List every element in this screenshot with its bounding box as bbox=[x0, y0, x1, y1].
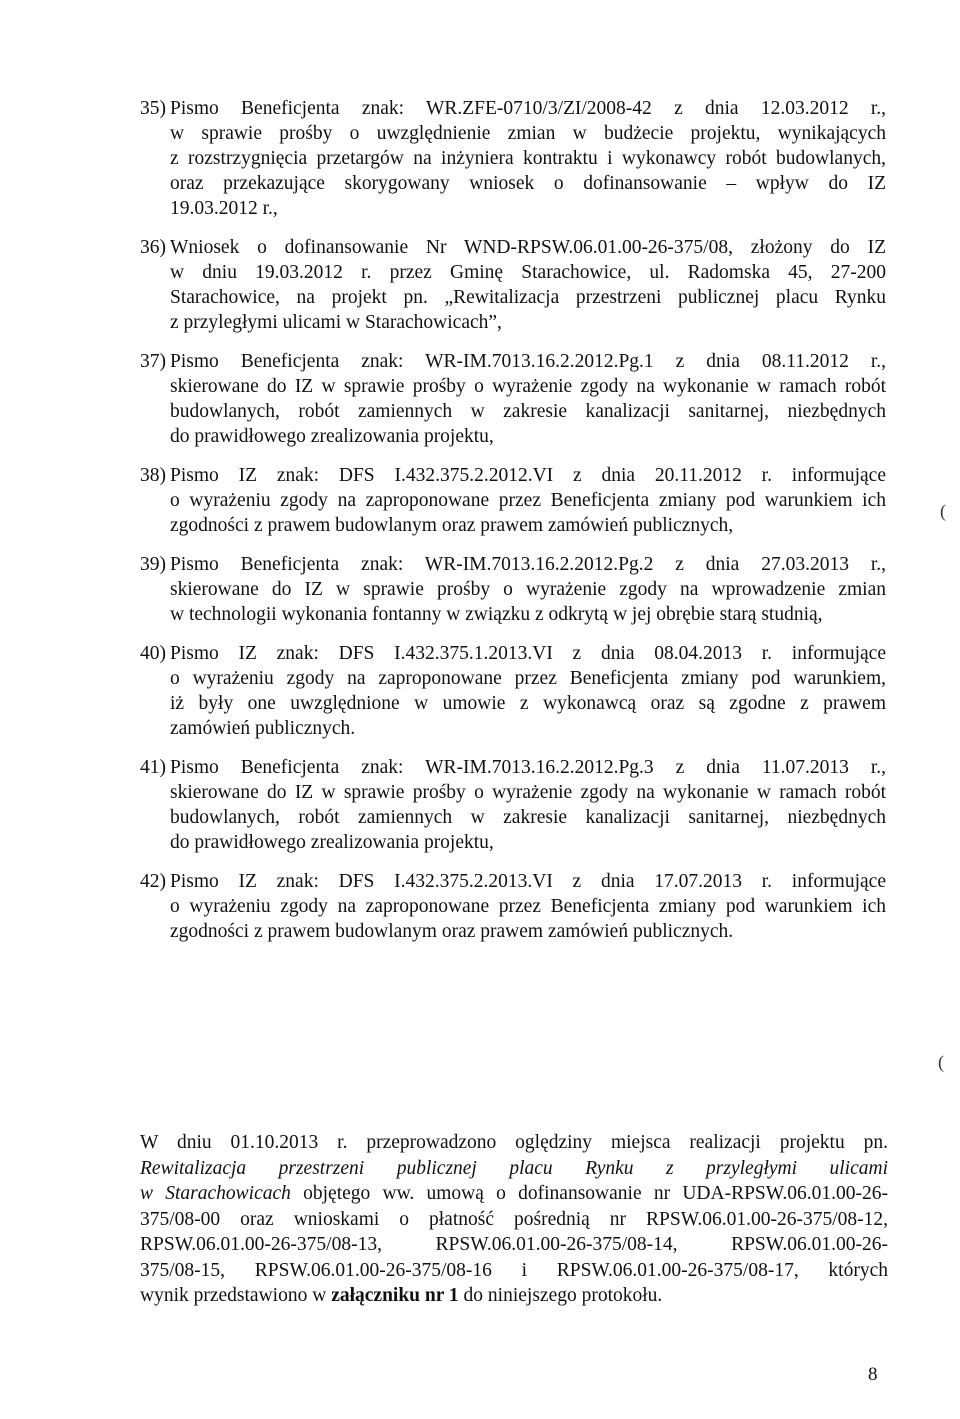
summary-line-4: 375/08-00 oraz wnioskami o płatność pośrednią nr RPSW.06.01.00-26-375/08-12, bbox=[140, 1208, 888, 1230]
summary-line-1: W dniu 01.10.2013 r. przeprowadzono oględziny miejsca realizacji projektu pn. bbox=[140, 1132, 888, 1153]
summary-line-2: Rewitalizacja przestrzeni publicznej placu Rynku z przyległymi ulicami bbox=[140, 1157, 888, 1179]
list-item-line: do prawidłowego zrealizowania projektu, bbox=[170, 426, 494, 447]
list-item-line: oraz przekazujące skorygowany wniosek o dofinansowanie – wpływ do IZ bbox=[170, 173, 886, 194]
list-item-line: o wyrażeniu zgody na zaproponowane przez Beneficjenta zmiany pod warunkiem ich bbox=[170, 896, 886, 917]
summary-line-5: RPSW.06.01.00-26-375/08-13, RPSW.06.01.00-26-375/08-14, RPSW.06.01.00-26- bbox=[140, 1234, 888, 1255]
list-item-line: Pismo Beneficjenta znak: WR-IM.7013.16.2.2012.Pg.2 z dnia 27.03.2013 r., bbox=[170, 554, 886, 575]
list-item-number: 38) bbox=[140, 465, 166, 486]
list-item-line: Pismo IZ znak: DFS I.432.375.2.2013.VI z dnia 17.07.2013 r. informujące bbox=[170, 871, 886, 892]
list-item-line: Pismo Beneficjenta znak: WR-IM.7013.16.2.2012.Pg.3 z dnia 11.07.2013 r., bbox=[170, 757, 886, 778]
margin-mark-2: ( bbox=[938, 1052, 944, 1072]
list-item-line: zgodności z prawem budowlanym oraz prawem zamówień publicznych. bbox=[170, 921, 734, 942]
margin-mark-1: ( bbox=[940, 501, 946, 521]
list-item-line: Pismo IZ znak: DFS I.432.375.2.2012.VI z dnia 20.11.2012 r. informujące bbox=[170, 465, 886, 486]
list-item bbox=[140, 755, 886, 855]
summary-line-3-rest: objętego ww. umową o dofinansowanie nr UDA-RPSW.06.01.00-26- bbox=[290, 1183, 888, 1204]
list-item-line: budowlanych, robót zamiennych w zakresie kanalizacji sanitarnej, niezbędnych bbox=[170, 807, 886, 828]
attachment-reference: załączniku nr 1 bbox=[331, 1285, 459, 1306]
summary-line-3 bbox=[140, 1181, 888, 1207]
list-item-line: skierowane do IZ w sprawie prośby o wyrażenie zgody na wykonanie w ramach robót bbox=[170, 782, 886, 803]
list-item-line: budowlanych, robót zamiennych w zakresie kanalizacji sanitarnej, niezbędnych bbox=[170, 401, 886, 422]
list-item bbox=[140, 869, 886, 944]
document-list bbox=[140, 96, 886, 958]
inspection-summary-paragraph bbox=[140, 1130, 888, 1309]
summary-line-6: 375/08-15, RPSW.06.01.00-26-375/08-16 i RPSW.06.01.00-26-375/08-17, których bbox=[140, 1259, 888, 1281]
list-item-line: Wniosek o dofinansowanie Nr WND-RPSW.06.01.00-26-375/08, złożony do IZ bbox=[170, 237, 886, 258]
list-item-line: 19.03.2012 r., bbox=[170, 198, 278, 219]
list-item-line: w dniu 19.03.2012 r. przez Gminę Starachowice, ul. Radomska 45, 27-200 bbox=[170, 262, 886, 283]
list-item-number: 40) bbox=[140, 643, 166, 664]
summary-line-7-end: do niniejszego protokołu. bbox=[458, 1285, 663, 1306]
list-item-line: w technologii wykonania fontanny w związku z odkrytą w jej obrębie starą studnią, bbox=[170, 604, 823, 625]
list-item bbox=[140, 96, 886, 221]
list-item-line: do prawidłowego zrealizowania projektu, bbox=[170, 832, 494, 853]
summary-line-3-italic: w Starachowicach bbox=[140, 1183, 291, 1204]
list-item bbox=[140, 552, 886, 627]
list-item-line: Pismo Beneficjenta znak: WR.ZFE-0710/3/ZI/2008-42 z dnia 12.03.2012 r., bbox=[170, 98, 886, 119]
list-item-number: 36) bbox=[140, 237, 166, 258]
list-item bbox=[140, 235, 886, 335]
list-item-line: skierowane do IZ w sprawie prośby o wyrażenie zgody na wprowadzenie zmian bbox=[170, 579, 886, 600]
list-item-line: Pismo Beneficjenta znak: WR-IM.7013.16.2.2012.Pg.1 z dnia 08.11.2012 r., bbox=[170, 351, 886, 372]
list-item-line: Pismo IZ znak: DFS I.432.375.1.2013.VI z dnia 08.04.2013 r. informujące bbox=[170, 643, 886, 664]
list-item bbox=[140, 641, 886, 741]
summary-line-7 bbox=[140, 1283, 888, 1309]
list-item-line: z rozstrzygnięcia przetargów na inżyniera kontraktu i wykonawcy robót budowlanych, bbox=[170, 148, 886, 169]
list-item-number: 35) bbox=[140, 98, 166, 119]
list-item-line: w sprawie prośby o uwzględnienie zmian w budżecie projektu, wynikających bbox=[170, 123, 886, 144]
list-item-number: 42) bbox=[140, 871, 166, 892]
list-item-number: 41) bbox=[140, 757, 166, 778]
page-number: 8 bbox=[868, 1364, 878, 1385]
list-item-line: skierowane do IZ w sprawie prośby o wyrażenie zgody na wykonanie w ramach robót bbox=[170, 376, 886, 397]
list-item-line: o wyrażeniu zgody na zaproponowane przez Beneficjenta zmiany pod warunkiem ich bbox=[170, 490, 886, 511]
list-item-line: iż były one uwzględnione w umowie z wykonawcą oraz są zgodne z prawem bbox=[170, 693, 886, 714]
list-item bbox=[140, 463, 886, 538]
list-item bbox=[140, 349, 886, 449]
list-item-line: o wyrażeniu zgody na zaproponowane przez Beneficjenta zmiany pod warunkiem, bbox=[170, 668, 886, 689]
list-item-line: zamówień publicznych. bbox=[170, 718, 356, 739]
list-item-number: 39) bbox=[140, 554, 166, 575]
summary-line-7-start: wynik przedstawiono w bbox=[140, 1285, 332, 1306]
list-item-line: zgodności z prawem budowlanym oraz prawem zamówień publicznych, bbox=[170, 515, 734, 536]
list-item-line: z przyległymi ulicami w Starachowicach”, bbox=[170, 312, 502, 333]
list-item-line: Starachowice, na projekt pn. „Rewitalizacja przestrzeni publicznej placu Rynku bbox=[170, 287, 886, 308]
list-item-number: 37) bbox=[140, 351, 166, 372]
